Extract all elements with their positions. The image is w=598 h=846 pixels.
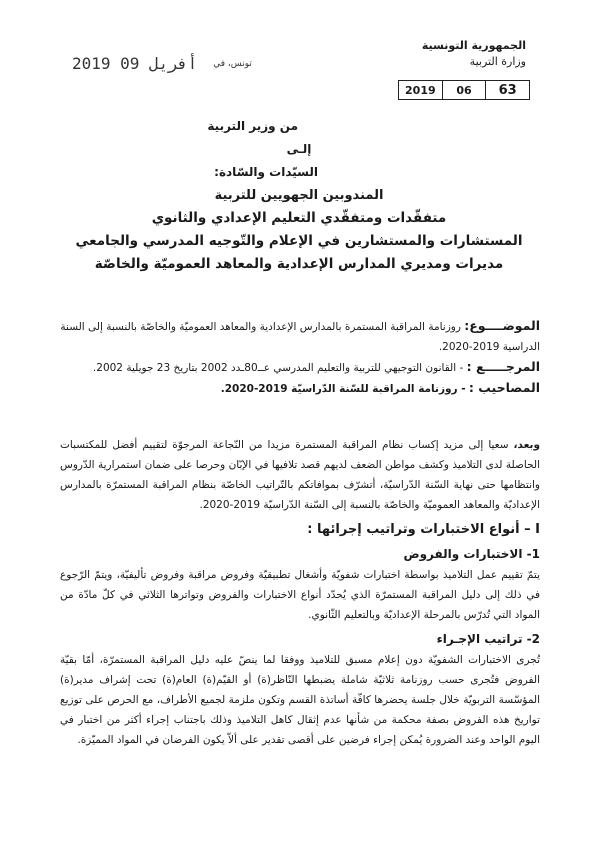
recipient-1: المندوبين الجهويين للتربية bbox=[214, 188, 384, 203]
sender: من وزير التربية bbox=[207, 119, 298, 133]
to-label: إلـى bbox=[286, 142, 312, 156]
subsection-2-text: تُجرى الاختبارات الشفويّة دون إعلام مسبق للتلاميذ ووفقا لما ينصّ عليه دليل المراقبة المستمرّة، أمّا بقيّة الفروض فتُجرى حسب روزنامة ثلاثيّة شاملة يضبطها النّاظر(ة) أو القيّم(ة) العام(ة) تحت إشراف مدير(ة) المؤسّسة التربويّة خلال جلسة يحضرها كافّة أساتذة القسم وتكون ملزمة لجميع الأطراف، مع الحرص على توزيع تواريخ هذه الفروض بصفة محكمة من شأنها عدم إثقال كاهل التلاميذ وذلك باجتناب إجراء أكثر من اختبار في اليوم الواحد وعند الضرورة يُمكن إجراء فرضين على أقصى تقدير على ألاّ يكون الفرضان في المواد المميّزة. bbox=[60, 654, 540, 746]
attachment-label: المصاحيب : bbox=[468, 380, 540, 395]
section-1-title: I – أنواع الاختبارات وتراتيب إجرائها : bbox=[307, 522, 540, 537]
recipient-3: المستشارات والمستشارين في الإعلام والتّوجيه المدرسي والجامعي bbox=[75, 233, 523, 249]
place-label: تونس، في bbox=[213, 58, 252, 69]
subject-label: الموضــــوع: bbox=[464, 318, 540, 333]
subject-row bbox=[60, 316, 540, 357]
ministry-name: وزارة التربية bbox=[469, 55, 526, 68]
ref-number: 63 bbox=[498, 82, 517, 98]
letterhead bbox=[422, 38, 526, 70]
reference-number-box bbox=[398, 80, 530, 100]
attachment-text: - روزنامة المراقبة للسّنة الدّراسيّة 2019-2020. bbox=[220, 383, 466, 395]
date-stamp: 2019 أفريل 09 bbox=[72, 54, 198, 73]
intro-lead: وبعد، bbox=[513, 439, 540, 451]
references-block bbox=[60, 316, 540, 399]
intro-text: سعيا إلى مزيد إكساب نظام المراقبة المستمرة مزيدا من النّجاعة المرجوّة لتقييم أفضل للمكتسبات الحاصلة لدى التلاميذ وكشف مواطن الضعف لديهم قصد تلافيها في الإبّان وحرصا على ضمان استمرارية الدّروس وانتظامها حتى نهاية السّنة الدّراسيّة، أتشرّف بموافاتكم بالتّراتيب الخاصّة بنظام المراقبة المستمرّة بالمدارس الإعداديّة والمعاهد العموميّة والخاصّة بالنسبة إلى السّنة الدّراسيّة 2019-2020. bbox=[60, 439, 540, 511]
attachment-row bbox=[60, 378, 540, 399]
subject-text: روزنامة المراقبة المستمرة بالمدارس الإعدادية والمعاهد العموميّة والخاصّة بالنسبة إلى السنة الدراسية 2019-2020. bbox=[60, 321, 540, 353]
salutation: السيّدات والسّادة: bbox=[214, 165, 318, 179]
recipient-2: متفقّدات ومتفقّدي التعليم الإعدادي والثانوي bbox=[151, 210, 447, 226]
letter-body bbox=[60, 435, 540, 750]
subsection-1-text: يتمّ تقييم عمل التلاميذ بواسطة اختبارات شفويّة وأشغال تطبيقيّة وفروض مراقبة وفروض تأليفيّة، ويتمّ الرّجوع في ذلك إلى دليل المراقبة المستمرّة الذي يُحدّد أنواع الاختبارات والفروض وتواترها الثلاثي في كلّ مادّة من المواد التي تُدرّس بالمرحلة الإعداديّة وبالتعليم الثّانوي. bbox=[60, 569, 540, 621]
reference-row bbox=[60, 357, 540, 378]
subsection-2-title: 2- تراتيب الإجـراء bbox=[436, 632, 540, 646]
subsection-1-title: 1- الاختبارات والفروض bbox=[403, 547, 540, 561]
reference-text: - القانون التوجيهي للتربية والتعليم المدرسي عــ80ـدد 2002 بتاريخ 23 جويلية 2002. bbox=[92, 362, 464, 374]
ref-month: 06 bbox=[443, 81, 487, 99]
republic-name: الجمهورية التونسية bbox=[421, 39, 526, 52]
ref-year: 2019 bbox=[399, 81, 443, 99]
reference-label: المرجـــــع : bbox=[466, 359, 540, 374]
recipient-4: مديرات ومديري المدارس الإعدادية والمعاهد العموميّة والخاصّة bbox=[94, 256, 504, 272]
intro-paragraph bbox=[60, 435, 540, 515]
address-block bbox=[0, 115, 598, 276]
date-block bbox=[72, 54, 252, 73]
